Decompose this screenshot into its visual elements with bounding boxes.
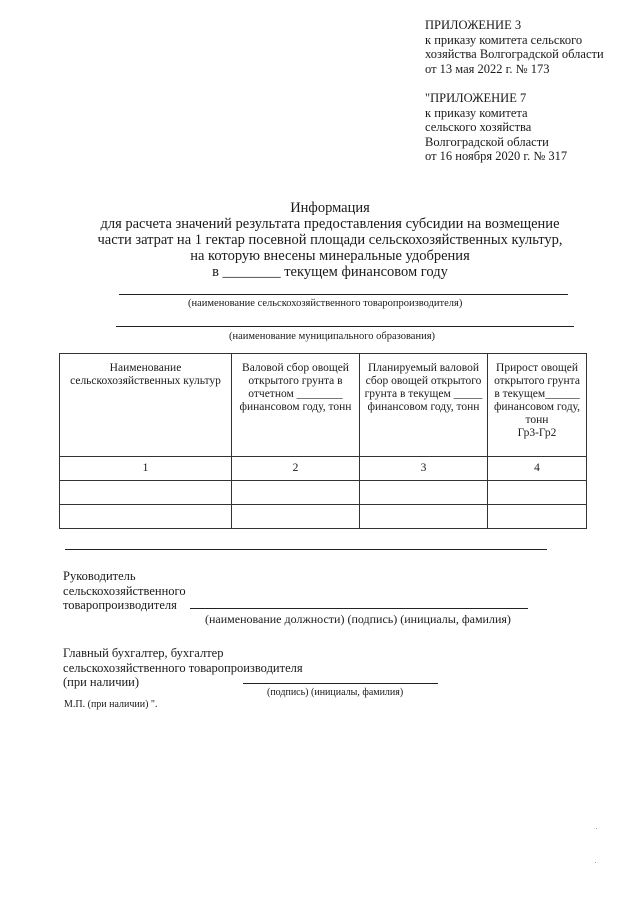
table-cell[interactable] (360, 481, 488, 505)
appendix-header-line1: ПРИЛОЖЕНИЕ 3 (425, 18, 522, 32)
head-signature-line (190, 608, 528, 609)
table-number-cell: 2 (232, 457, 360, 481)
table-header-formula: Гр3-Гр2 (517, 427, 557, 439)
head-title-line2: сельскохозяйственного (63, 583, 186, 598)
appendix-header-previous (425, 91, 567, 164)
accountant-title-line3: (при наличии) (63, 675, 140, 689)
table-cell[interactable] (232, 505, 360, 529)
accountant-title-line1: Главный бухгалтер, бухгалтер (63, 646, 224, 660)
table-cell[interactable] (232, 481, 360, 505)
document-title-line3: части затрат на 1 гектар посевной площади сельскохозяйственных культур, (97, 232, 563, 248)
data-table (59, 353, 587, 529)
table-cell[interactable] (488, 505, 587, 529)
appendix-previous-line4: Волгоградской области (425, 134, 549, 149)
head-signature-block (63, 569, 186, 613)
scan-speck (596, 828, 597, 829)
table-number-cell: 4 (488, 457, 587, 481)
producer-caption: (наименование сельскохозяйственного товаропроизводителя) (188, 298, 463, 309)
head-signature-caption: (наименование должности) (подпись) (инициалы, фамилия) (205, 612, 511, 626)
head-title-line1: Руководитель (63, 569, 136, 583)
scan-speck (595, 862, 596, 863)
table-header-cell: Валовой сбор овощей открытого грунта в отчетном ________ финансовом году, тонн (232, 354, 360, 457)
table-cell[interactable] (488, 481, 587, 505)
appendix-header-line3: хозяйства Волгоградской области (425, 47, 604, 61)
table-header-text: Прирост овощей открытого грунта в текущем______ финансовом году, тонн (493, 362, 581, 426)
table-row (60, 505, 587, 529)
table-number-row (60, 457, 587, 481)
document-title-main: Информация (290, 200, 370, 216)
appendix-header-line2: к приказу комитета сельского (425, 32, 583, 47)
table-cell[interactable] (60, 505, 232, 529)
municipality-line (116, 326, 574, 327)
table-header-cell: Планируемый валовой сбор овощей открытого грунта в текущем _____ финансовом году, тонн (360, 354, 488, 457)
appendix-previous-line2: к приказу комитета (425, 105, 528, 120)
table-cell[interactable] (60, 481, 232, 505)
appendix-previous-line5: от 16 ноября 2020 г. № 317 (425, 149, 568, 163)
appendix-previous-line1: "ПРИЛОЖЕНИЕ 7 (425, 91, 527, 105)
producer-name-line (119, 294, 568, 295)
table-cell[interactable] (360, 505, 488, 529)
document-title (60, 200, 600, 280)
document-title-line4: на которую внесены минеральные удобрения (190, 248, 470, 264)
accountant-title-line2: сельскохозяйственного товаропроизводителя (63, 660, 303, 675)
head-title-line3: товаропроизводителя (63, 598, 177, 612)
accountant-signature-line (243, 683, 438, 684)
table-header-cell: Наименование сельскохозяйственных культур (60, 354, 232, 457)
appendix-header-line4: от 13 мая 2022 г. № 173 (425, 61, 550, 76)
accountant-signature-caption: (подпись) (инициалы, фамилия) (267, 687, 404, 698)
table-number-cell: 3 (360, 457, 488, 481)
table-header-cell-growth (488, 354, 587, 457)
document-title-line5: в ________ текущем финансовом году (212, 264, 448, 280)
stamp-note: М.П. (при наличии) ". (64, 699, 158, 710)
appendix-header (425, 18, 604, 76)
table-row (60, 481, 587, 505)
appendix-previous-line3: сельского хозяйства (425, 120, 532, 134)
document-title-line2: для расчета значений результата предоставления субсидии на возмещение (100, 216, 560, 232)
table-header-row (60, 354, 587, 457)
municipality-caption: (наименование муниципального образования) (229, 331, 436, 342)
table-number-cell: 1 (60, 457, 232, 481)
separator-line (65, 549, 547, 550)
